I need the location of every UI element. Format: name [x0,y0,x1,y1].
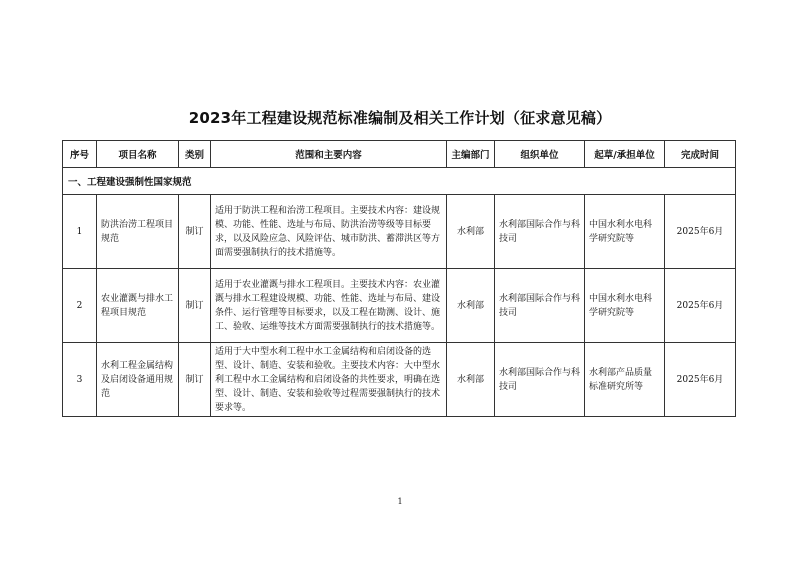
row-drafting-unit: 水利部产品质量标准研究所等 [585,343,665,417]
row-organizing-unit: 水利部国际合作与科技司 [495,195,585,269]
work-plan-table [62,140,736,417]
row-project-name: 水利工程金属结构及启闭设备通用规范 [97,343,179,417]
table-row [63,269,736,343]
table-row [63,195,736,269]
row-scope: 适用于大中型水利工程中水工金属结构和启闭设备的选型、设计、制造、安装和验收。主要技术内容：大中型水利工程中水工金属结构和启闭设备的共性要求，明确在选型、设计、制造、安装和验收等过程需要强制执行的技术要求等。 [211,343,447,417]
row-completion-time: 2025年6月 [665,269,736,343]
header-scope: 范围和主要内容 [211,141,447,168]
row-number: 3 [63,343,97,417]
row-category: 制订 [179,269,211,343]
row-organizing-unit: 水利部国际合作与科技司 [495,269,585,343]
header-category: 类别 [179,141,211,168]
row-completion-time: 2025年6月 [665,195,736,269]
section-row [63,168,736,195]
row-editing-department: 水利部 [447,343,495,417]
header-drafting-unit: 起草/承担单位 [585,141,665,168]
row-category: 制订 [179,195,211,269]
row-completion-time: 2025年6月 [665,343,736,417]
row-category: 制订 [179,343,211,417]
header-completion-time: 完成时间 [665,141,736,168]
header-project-name: 项目名称 [97,141,179,168]
header-organizing-unit: 组织单位 [495,141,585,168]
header-editing-department: 主编部门 [447,141,495,168]
header-number: 序号 [63,141,97,168]
row-project-name: 防洪治涝工程项目规范 [97,195,179,269]
page-number: 1 [397,497,403,506]
table-row [63,343,736,417]
row-number: 1 [63,195,97,269]
row-number: 2 [63,269,97,343]
row-editing-department: 水利部 [447,195,495,269]
row-editing-department: 水利部 [447,269,495,343]
row-drafting-unit: 中国水利水电科学研究院等 [585,195,665,269]
row-project-name: 农业灌溉与排水工程项目规范 [97,269,179,343]
document-title: 2023年工程建设规范标准编制及相关工作计划（征求意见稿） [188,109,612,127]
row-drafting-unit: 中国水利水电科学研究院等 [585,269,665,343]
section-title: 一、工程建设强制性国家规范 [63,168,736,195]
row-scope: 适用于农业灌溉与排水工程项目。主要技术内容：农业灌溉与排水工程建设规模、功能、性能、选址与布局、建设条件、运行管理等目标要求，以及工程在勘测、设计、施工、验收、运维等技术方面需要强制执行的技术措施等。 [211,269,447,343]
row-organizing-unit: 水利部国际合作与科技司 [495,343,585,417]
table-header-row [63,141,736,168]
row-scope: 适用于防洪工程和治涝工程项目。主要技术内容：建设规模、功能、性能、选址与布局、防洪治涝等级等目标要求，以及风险应急、风险评估、城市防洪、蓄滞洪区等方面需要强制执行的技术措施等。 [211,195,447,269]
